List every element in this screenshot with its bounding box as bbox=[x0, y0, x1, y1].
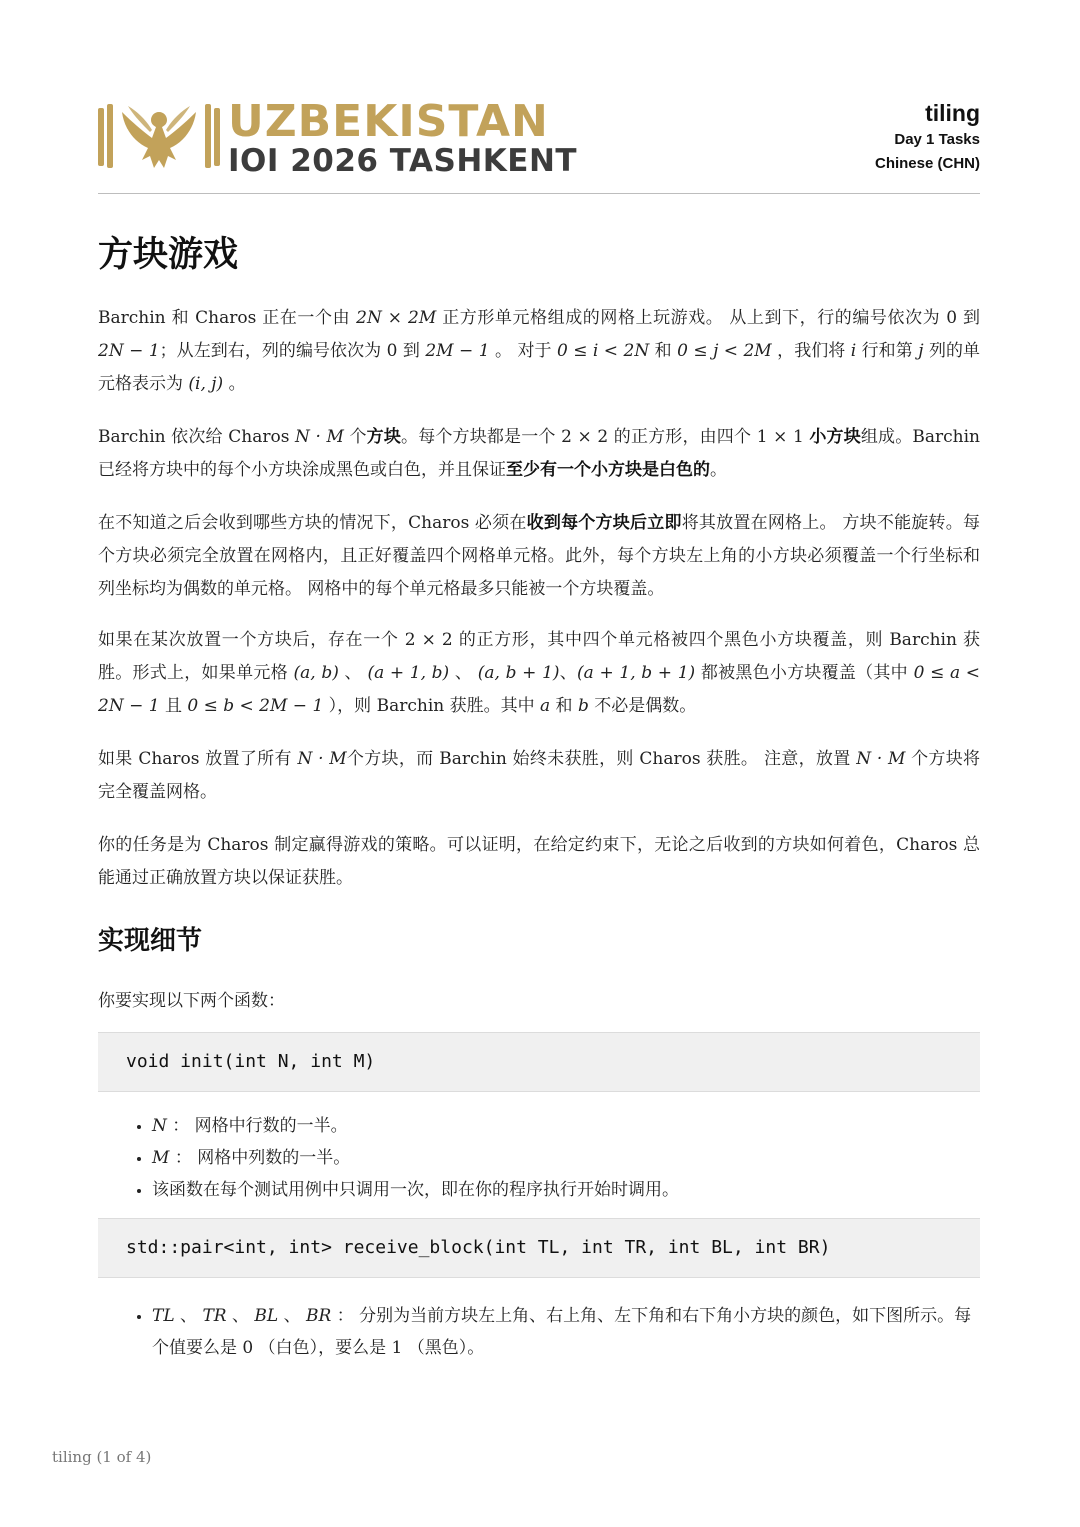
paragraph-3 bbox=[98, 507, 980, 606]
text: （黑色）。 bbox=[402, 1338, 485, 1358]
math: 2N × 2M bbox=[356, 308, 437, 328]
logo-text-uzbekistan: UZBEKISTAN bbox=[228, 96, 549, 147]
param-list-init bbox=[98, 1110, 980, 1206]
math: 2N − 1 bbox=[98, 341, 160, 361]
math: N bbox=[152, 1116, 167, 1136]
math: BR bbox=[306, 1306, 332, 1326]
math: i bbox=[850, 341, 857, 361]
text: 。每个方块都是一个 bbox=[401, 427, 562, 447]
text: 、 bbox=[174, 1306, 203, 1326]
text: 。 bbox=[223, 374, 246, 394]
paragraph-7: 你要实现以下两个函数： bbox=[98, 991, 285, 1011]
text: Barchin 和 Charos 正在一个由 bbox=[98, 308, 357, 328]
bold-text: 小方块 bbox=[809, 427, 861, 447]
text: 都被黑色小方块覆盖（其中 bbox=[695, 663, 914, 683]
math: a bbox=[540, 696, 551, 716]
bold-text: 方块 bbox=[366, 427, 402, 447]
text: ；从左到右，列的编号依次为 bbox=[159, 341, 387, 361]
paragraph-4 bbox=[98, 624, 980, 723]
text: ： 网格中列数的一半。 bbox=[169, 1148, 351, 1168]
math: BL bbox=[254, 1306, 279, 1326]
math: (i, j) bbox=[188, 374, 224, 394]
list-item bbox=[152, 1300, 980, 1364]
text: 和 bbox=[550, 696, 578, 716]
eagle-emblem-icon bbox=[98, 98, 220, 178]
task-info bbox=[875, 98, 980, 176]
text: 、 bbox=[226, 1306, 255, 1326]
text: 组成。Barchin 已经将方块中的每个小方块涂成黑色或白色，并且保证 bbox=[98, 427, 981, 480]
text: 、 bbox=[278, 1306, 307, 1326]
text: 到 bbox=[957, 308, 981, 328]
text: ： 网格中行数的一半。 bbox=[166, 1116, 348, 1136]
math: b bbox=[577, 696, 589, 716]
text: 不必是偶数。 bbox=[588, 696, 697, 716]
math: 0 bbox=[946, 308, 958, 328]
math: N · M bbox=[297, 749, 347, 769]
math: 2 × 2 bbox=[404, 630, 453, 650]
ioi-logo bbox=[98, 98, 598, 178]
math: 1 × 1 bbox=[756, 427, 804, 447]
text: 将其放置在网格上。 方块不能旋转。每个方块必须完全放置在网格内，且正好覆盖四个网格单元格。此外，每个方块左上角的小方块必须覆盖一个行坐标和列坐标均为偶数的单元格。 网格中的每个单元格最多只能被一个方块覆盖。 bbox=[98, 513, 980, 599]
text: 个 bbox=[343, 427, 367, 447]
task-day: Day 1 Tasks bbox=[894, 131, 980, 148]
code-block-init: void init(int N, int M) bbox=[98, 1032, 980, 1092]
text: 正方形单元格组成的网格上玩游戏。 从上到下，行的编号依次为 bbox=[436, 308, 947, 328]
page-title: 方块游戏 bbox=[98, 235, 239, 275]
math: M bbox=[152, 1148, 170, 1168]
math: (a + 1, b + 1) bbox=[577, 663, 696, 683]
math: 2 × 2 bbox=[561, 427, 609, 447]
text: 该函数在每个测试用例中只调用一次，即在你的程序执行开始时调用。 bbox=[152, 1180, 679, 1200]
math: 0 ≤ a < 2N − 1 bbox=[98, 663, 981, 716]
math: 0 ≤ i < 2N bbox=[556, 341, 650, 361]
text: ： 分别为当前方块左上角、右上角、左下角和右下角小方块的颜色，如下图所示。每个值要么是 bbox=[152, 1306, 972, 1358]
paragraph-5 bbox=[98, 743, 980, 809]
math: N · M bbox=[295, 427, 344, 447]
text: 且 bbox=[159, 696, 188, 716]
text: 的正方形，由四个 bbox=[608, 427, 757, 447]
text: 列的单元格表示为 bbox=[98, 341, 981, 394]
param-list-receive-block bbox=[98, 1300, 980, 1364]
text: Barchin 依次给 Charos bbox=[98, 427, 296, 447]
text: （白色），要么是 bbox=[253, 1338, 392, 1358]
header-divider bbox=[98, 193, 980, 194]
text: 在不知道之后会收到哪些方块的情况下，Charos 必须在 bbox=[98, 513, 527, 533]
section-title-implementation: 实现细节 bbox=[98, 926, 203, 956]
text: 个方块，而 Barchin 始终未获胜，则 Charos 获胜。 注意，放置 bbox=[346, 749, 857, 769]
text: 。 bbox=[710, 460, 727, 480]
logo-text-ioi: IOI 2026 TASHKENT bbox=[228, 143, 578, 179]
math: 1 bbox=[391, 1338, 403, 1358]
list-item bbox=[152, 1142, 980, 1174]
text: 行和第 bbox=[856, 341, 919, 361]
text: 的正方形，其中四个单元格被四个黑色小方块覆盖，则 Barchin 获胜。形式上，如果单元格 bbox=[98, 630, 981, 683]
text: 如果在某次放置一个方块后，存在一个 bbox=[98, 630, 405, 650]
paragraph-6: 你的任务是为 Charos 制定赢得游戏的策略。可以证明，在给定约束下，无论之后收到的方块如何着色，Charos 总能通过正确放置方块以保证获胜。 bbox=[98, 835, 980, 888]
math: 0 ≤ j < 2M bbox=[677, 341, 772, 361]
text: 、 bbox=[559, 663, 578, 683]
math: 2M − 1 bbox=[425, 341, 490, 361]
math: TR bbox=[202, 1306, 227, 1326]
text: 、 bbox=[338, 663, 368, 683]
math: (a, b) bbox=[293, 663, 339, 683]
list-item bbox=[152, 1110, 980, 1142]
paragraph-2 bbox=[98, 421, 980, 487]
text: 如果 Charos 放置了所有 bbox=[98, 749, 298, 769]
list-item bbox=[152, 1174, 980, 1206]
code-block-receive-block: std::pair<int, int> receive_block(int TL, int TR, int BL, int BR) bbox=[98, 1218, 980, 1278]
task-language: Chinese (CHN) bbox=[874, 155, 980, 172]
math: TL bbox=[152, 1306, 175, 1326]
text: 到 bbox=[397, 341, 426, 361]
task-name: tiling bbox=[925, 100, 980, 126]
page-footer: tiling (1 of 4) bbox=[52, 1448, 152, 1466]
math: 0 bbox=[242, 1338, 254, 1358]
page-header bbox=[98, 98, 980, 188]
bold-text: 收到每个方块后立即 bbox=[526, 513, 682, 533]
math: (a, b + 1) bbox=[477, 663, 560, 683]
math: N · M bbox=[856, 749, 906, 769]
text: 个方块将完全覆盖网格。 bbox=[98, 749, 981, 802]
text: 、 bbox=[449, 663, 478, 683]
text: ），则 Barchin 获胜。其中 bbox=[323, 696, 541, 716]
bold-text: 至少有一个小方块是白色的 bbox=[506, 460, 710, 480]
paragraph-1 bbox=[98, 302, 980, 401]
math: j bbox=[918, 341, 924, 361]
math: 0 bbox=[386, 341, 398, 361]
text: 。 对于 bbox=[489, 341, 557, 361]
math: 0 ≤ b < 2M − 1 bbox=[187, 696, 324, 716]
text: ，我们将 bbox=[771, 341, 851, 361]
math: (a + 1, b) bbox=[367, 663, 450, 683]
text: 和 bbox=[649, 341, 678, 361]
main-content bbox=[98, 228, 980, 1364]
